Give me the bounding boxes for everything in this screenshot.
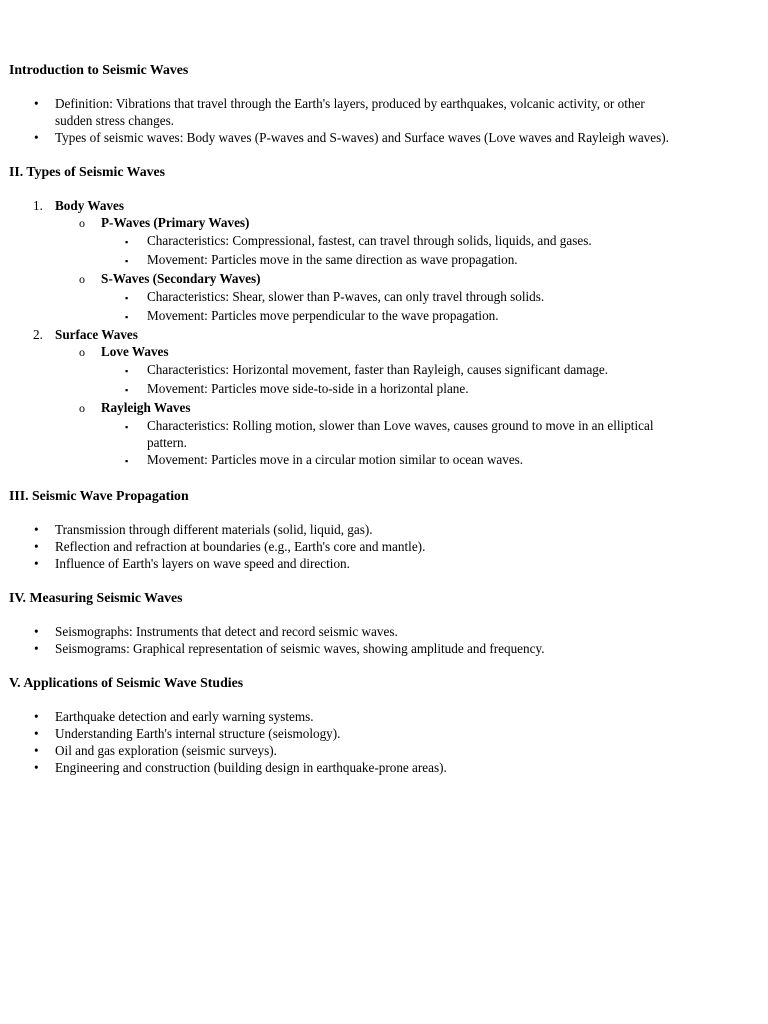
circle-marker: o	[79, 345, 85, 359]
item-text: Love Waves	[101, 344, 169, 359]
bullet-item	[9, 95, 680, 129]
bullet-marker: •	[34, 743, 39, 758]
square-marker: ▪	[125, 312, 129, 322]
square-marker: ▪	[125, 422, 129, 432]
bullet-list	[9, 623, 680, 657]
item-text: Characteristics: Shear, slower than P-waves, can only travel through solids.	[147, 289, 545, 304]
item-text: Movement: Particles move side-to-side in a horizontal plane.	[147, 381, 469, 396]
item-text: Movement: Particles move perpendicular to the wave propagation.	[147, 308, 499, 323]
bullet-marker: •	[34, 641, 39, 656]
item-text: Movement: Particles move in the same direction as wave propagation.	[147, 252, 518, 267]
sub-item	[9, 343, 680, 361]
bullet-item	[9, 742, 680, 759]
bullet-item	[9, 725, 680, 742]
detail-item	[9, 361, 680, 380]
circle-marker: o	[79, 216, 85, 230]
bullet-item	[9, 129, 680, 146]
item-text: Seismographs: Instruments that detect and record seismic waves.	[55, 624, 398, 639]
item-text: S-Waves (Secondary Waves)	[101, 271, 261, 286]
square-marker: ▪	[125, 237, 129, 247]
item-text: Transmission through different materials (solid, liquid, gas).	[55, 522, 373, 537]
item-text: Influence of Earth's layers on wave speed and direction.	[55, 556, 350, 571]
square-marker: ▪	[125, 385, 129, 395]
numbered-item	[9, 326, 680, 343]
bullet-marker: •	[34, 726, 39, 741]
sub-item	[9, 399, 680, 417]
detail-item	[9, 417, 680, 451]
number-marker: 2.	[33, 327, 43, 342]
bullet-item	[9, 538, 680, 555]
item-text: Types of seismic waves: Body waves (P-waves and S-waves) and Surface waves (Love waves and Rayleigh waves).	[55, 130, 669, 145]
bullet-item	[9, 759, 680, 776]
bullet-item	[9, 640, 680, 657]
detail-item	[9, 307, 680, 326]
square-marker: ▪	[125, 456, 129, 466]
item-text: Reflection and refraction at boundaries (e.g., Earth's core and mantle).	[55, 539, 426, 554]
bullet-item	[9, 623, 680, 640]
item-text: Characteristics: Horizontal movement, faster than Rayleigh, causes significant damage.	[147, 362, 609, 377]
bullet-marker: •	[34, 130, 39, 145]
item-text: Surface Waves	[55, 327, 138, 342]
bullet-item	[9, 555, 680, 572]
section-heading: Introduction to Seismic Waves	[9, 62, 189, 77]
item-text: Movement: Particles move in a circular motion similar to ocean waves.	[147, 452, 524, 467]
square-marker: ▪	[125, 293, 129, 303]
square-marker: ▪	[125, 366, 129, 376]
item-text: Characteristics: Compressional, fastest, can travel through solids, liquids, and gases.	[147, 233, 592, 248]
item-text: Rayleigh Waves	[101, 400, 191, 415]
bullet-marker: •	[34, 760, 39, 775]
item-text: Understanding Earth's internal structure (seismology).	[55, 726, 341, 741]
item-text: Earthquake detection and early warning systems.	[55, 709, 314, 724]
detail-item	[9, 380, 680, 399]
bullet-marker: •	[34, 539, 39, 554]
section-heading: III. Seismic Wave Propagation	[9, 488, 189, 503]
bullet-marker: •	[34, 96, 39, 111]
circle-marker: o	[79, 272, 85, 286]
item-text: Definition: Vibrations that travel through the Earth's layers, produced by earthquakes, volcanic activity, or other sudden stress changes.	[55, 96, 645, 128]
item-text: Engineering and construction (building design in earthquake-prone areas).	[55, 760, 447, 775]
item-text: P-Waves (Primary Waves)	[101, 215, 250, 230]
detail-item	[9, 288, 680, 307]
detail-item	[9, 251, 680, 270]
sub-item	[9, 214, 680, 232]
detail-item	[9, 451, 680, 470]
square-marker: ▪	[125, 256, 129, 266]
item-text: Oil and gas exploration (seismic surveys).	[55, 743, 277, 758]
bullet-list	[9, 95, 680, 146]
bullet-marker: •	[34, 556, 39, 571]
bullet-item	[9, 708, 680, 725]
bullet-marker: •	[34, 624, 39, 639]
item-text: Body Waves	[55, 198, 125, 213]
section-heading: IV. Measuring Seismic Waves	[9, 590, 183, 605]
bullet-list	[9, 708, 680, 776]
item-text: Characteristics: Rolling motion, slower than Love waves, causes ground to move in an elliptical pattern.	[147, 418, 654, 450]
sub-item	[9, 270, 680, 288]
bullet-list	[9, 521, 680, 572]
number-marker: 1.	[33, 198, 43, 213]
bullet-item	[9, 521, 680, 538]
bullet-marker: •	[34, 522, 39, 537]
circle-marker: o	[79, 401, 85, 415]
numbered-item	[9, 197, 680, 214]
section-heading: V. Applications of Seismic Wave Studies	[9, 675, 244, 690]
outline-list	[9, 197, 680, 470]
detail-item	[9, 232, 680, 251]
section-heading: II. Types of Seismic Waves	[9, 164, 165, 179]
item-text: Seismograms: Graphical representation of seismic waves, showing amplitude and frequency.	[55, 641, 545, 656]
bullet-marker: •	[34, 709, 39, 724]
